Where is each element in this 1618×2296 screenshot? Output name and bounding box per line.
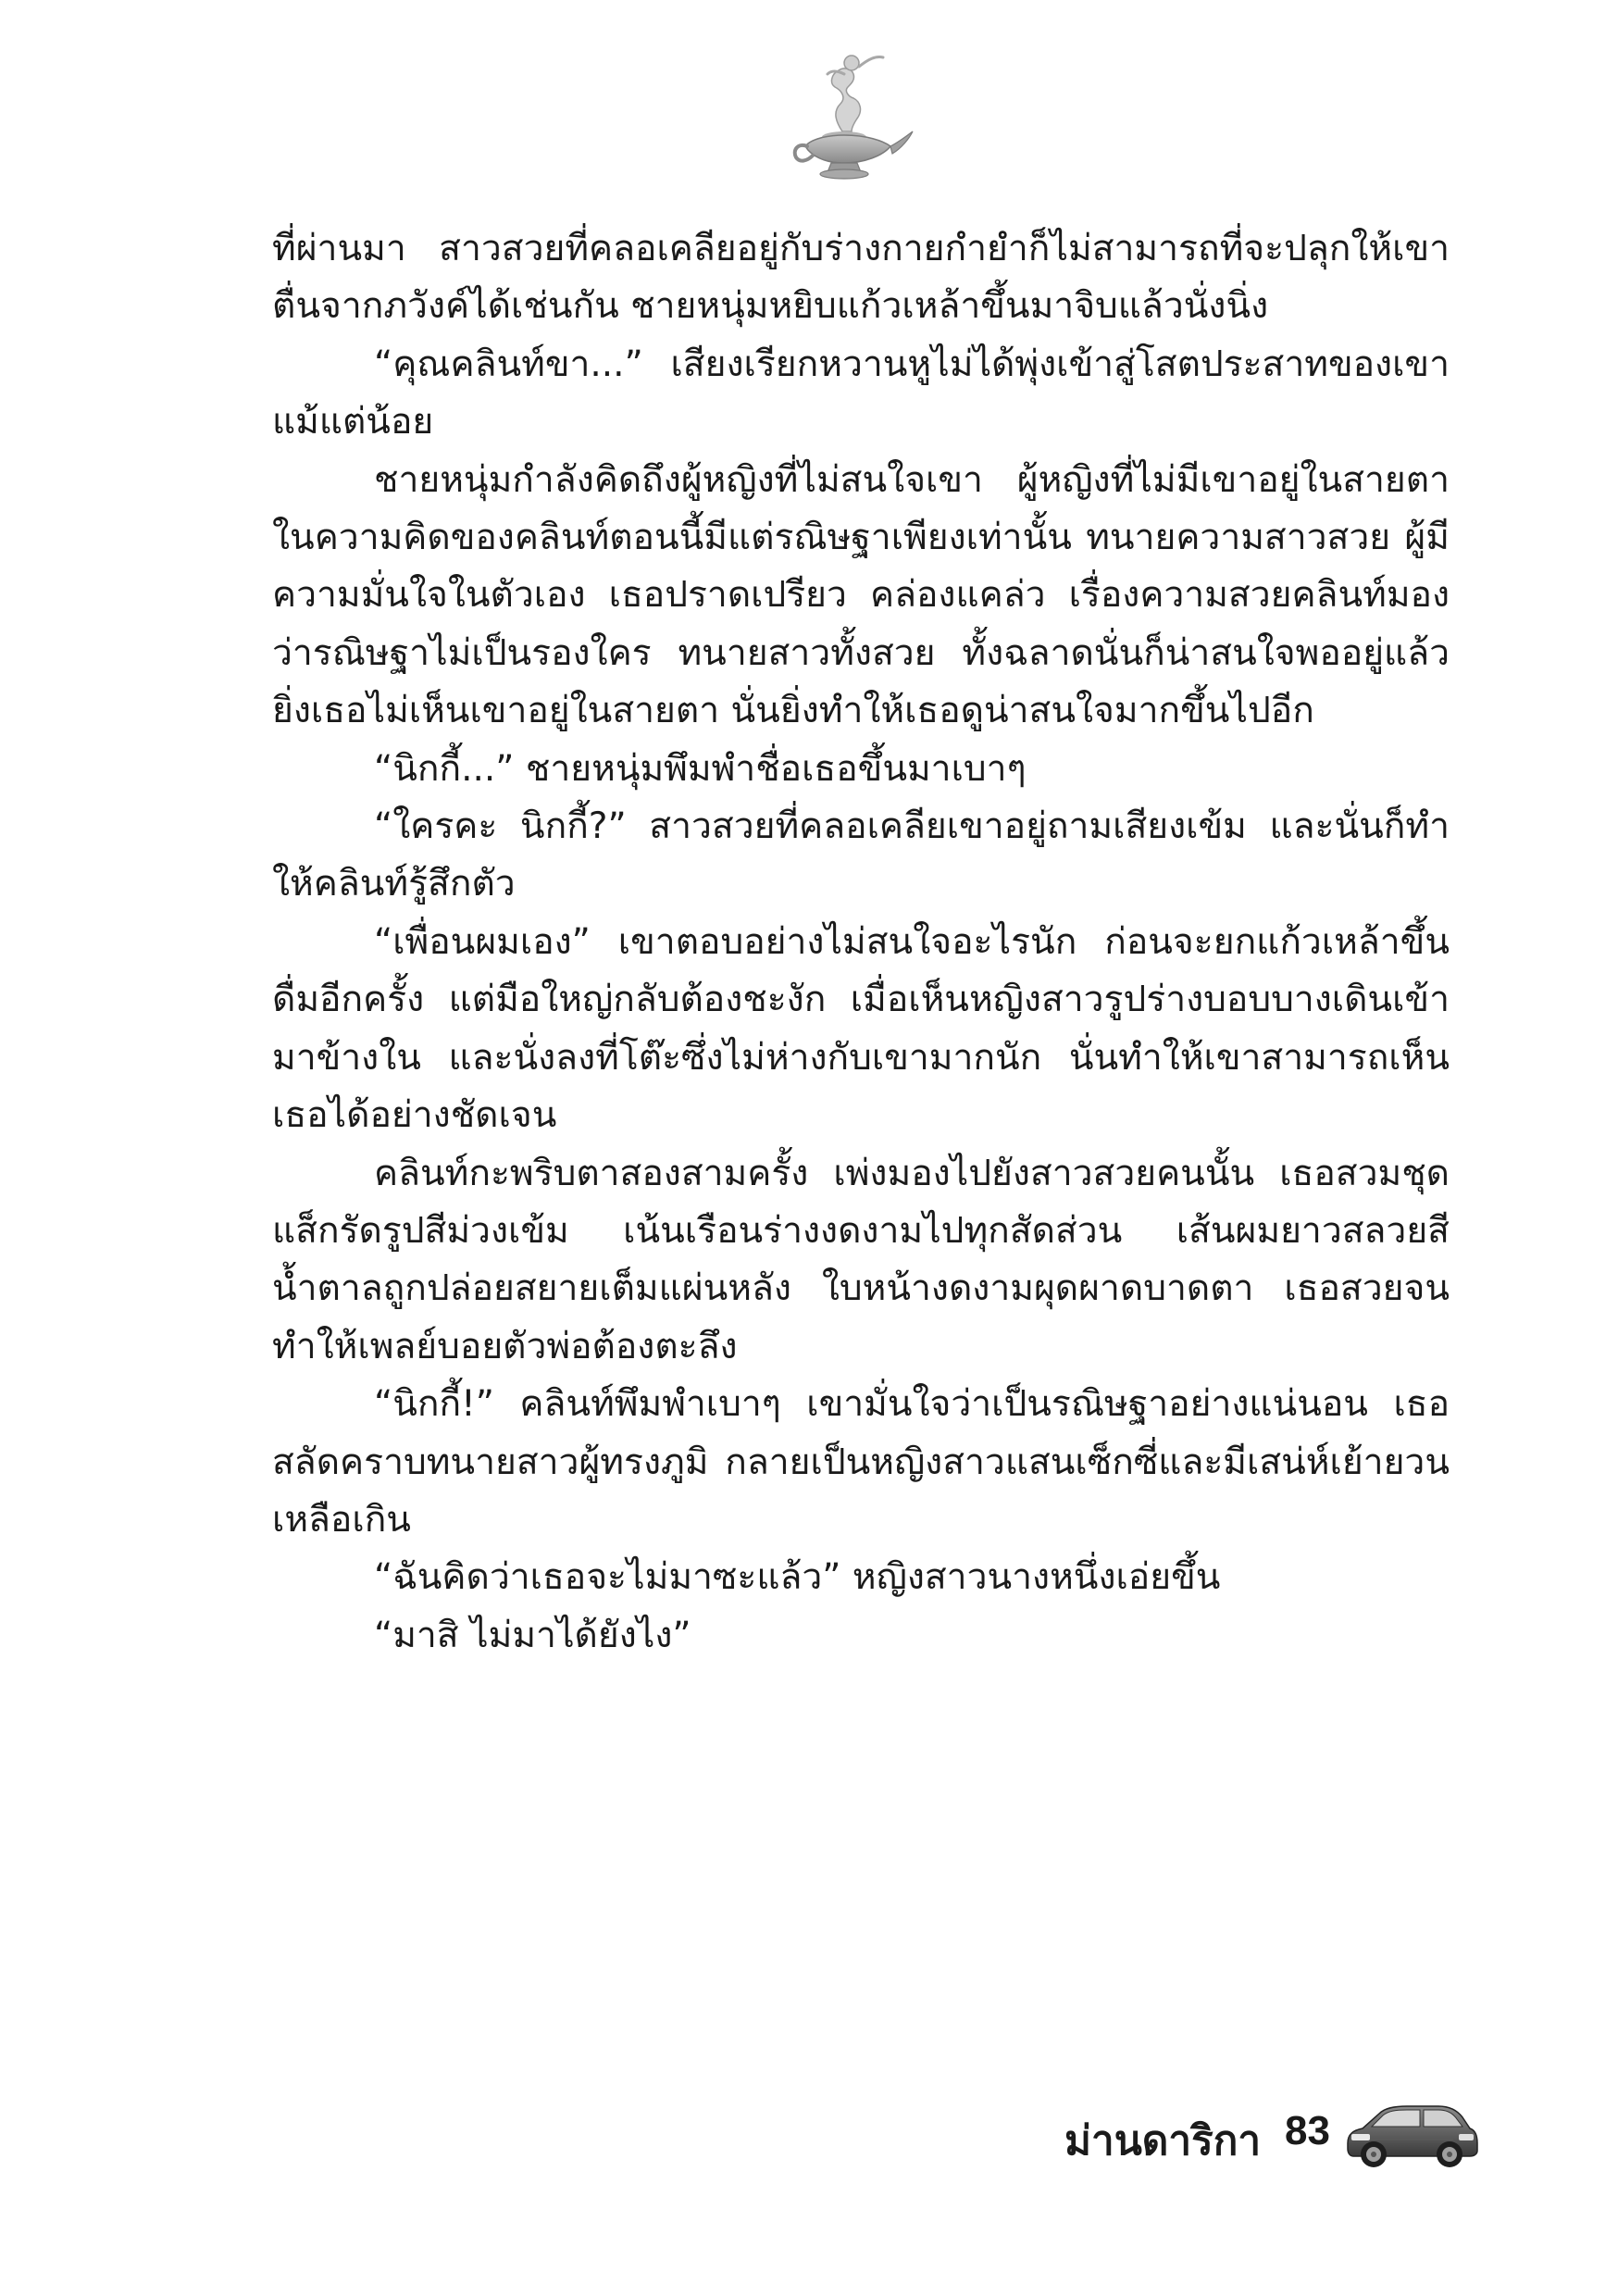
car-icon <box>1342 2095 1481 2171</box>
paragraph: “มาสิ ไม่มาได้ยังไง” <box>374 1614 691 1656</box>
genie-lamp-icon <box>787 46 916 185</box>
page-footer <box>1009 2088 1490 2190</box>
paragraph: ที่ผ่านมา สาวสวยที่คลอเคลียอยู่กับร่างกายกำยำก็ไม่สามารถที่จะปลุกให้เขาตื่นจากภวังค์ได้เช่นกัน ชายหนุ่มหยิบแก้วเหล้าขึ้นมาจิบแล้วนั่งนิ่ง <box>272 228 1450 328</box>
paragraph: คลินท์กะพริบตาสองสามครั้ง เพ่งมองไปยังสาวสวยคนนั้น เธอสวมชุดแส็กรัดรูปสีม่วงเข้ม เน้นเรือนร่างงดงามไปทุกสัดส่วน เส้นผมยาวสลวยสีน้ำตาลถูกปล่อยสยายเต็มแผ่นหลัง ใบหน้างดงามผุดผาดบาดตา เธอสวยจนทำให้เพลย์บอยตัวพ่อต้องตะลึง <box>272 1152 1450 1367</box>
paragraph: “นิกกี้...” ชายหนุ่มพึมพำชื่อเธอขึ้นมาเบาๆ <box>374 747 1027 790</box>
page-number: 83 <box>1285 2108 1330 2153</box>
paragraph: “ฉันคิดว่าเธอจะไม่มาซะแล้ว” หญิงสาวนางหนึ่งเอ่ยขึ้น <box>374 1556 1221 1599</box>
paragraph: ชายหนุ่มกำลังคิดถึงผู้หญิงที่ไม่สนใจเขา ผู้หญิงที่ไม่มีเขาอยู่ในสายตา ในความคิดของคลินท์ตอนนี้มีแต่รณิษฐาเพียงเท่านั้น ทนายความสาวสวย ผู้มีความมั่นใจในตัวเอง เธอปราดเปรียว คล่องแคล่ว เรื่องความสวยคลินท์มองว่ารณิษฐาไม่เป็นรองใคร ทนายสาวทั้งสวย ทั้งฉลาดนั่นก็น่าสนใจพออยู่แล้ว ยิ่งเธอไม่เห็นเขาอยู่ในสายตา นั่นยิ่งทำให้เธอดูน่าสนใจมากขึ้นไปอีก <box>272 458 1450 732</box>
body-text <box>272 220 1450 1665</box>
book-title: ม่านดาริกา <box>1064 2117 1262 2165</box>
paragraph: “เพื่อนผมเอง” เขาตอบอย่างไม่สนใจอะไรนัก ก่อนจะยกแก้วเหล้าขึ้นดื่มอีกครั้ง แต่มือใหญ่กลับต้องชะงัก เมื่อเห็นหญิงสาวรูปร่างบอบบางเดินเข้ามาข้างใน และนั่งลงที่โต๊ะซึ่งไม่ห่างกับเขามากนัก นั่นทำให้เขาสามารถเห็นเธอได้อย่างชัดเจน <box>272 920 1450 1137</box>
paragraph: “นิกกี้!” คลินท์พึมพำเบาๆ เขามั่นใจว่าเป็นรณิษฐาอย่างแน่นอน เธอสลัดคราบทนายสาวผู้ทรงภูมิ กลายเป็นหญิงสาวแสนเซ็กซี่และมีเสน่ห์เย้ายวนเหลือเกิน <box>272 1383 1450 1541</box>
paragraph: “คุณคลินท์ขา...” เสียงเรียกหวานหูไม่ได้พุ่งเข้าสู่โสตประสาทของเขาแม้แต่น้อย <box>272 343 1450 443</box>
paragraph: “ใครคะ นิกกี้?” สาวสวยที่คลอเคลียเขาอยู่ถามเสียงเข้ม และนั่นก็ทำให้คลินท์รู้สึกตัว <box>272 805 1450 905</box>
